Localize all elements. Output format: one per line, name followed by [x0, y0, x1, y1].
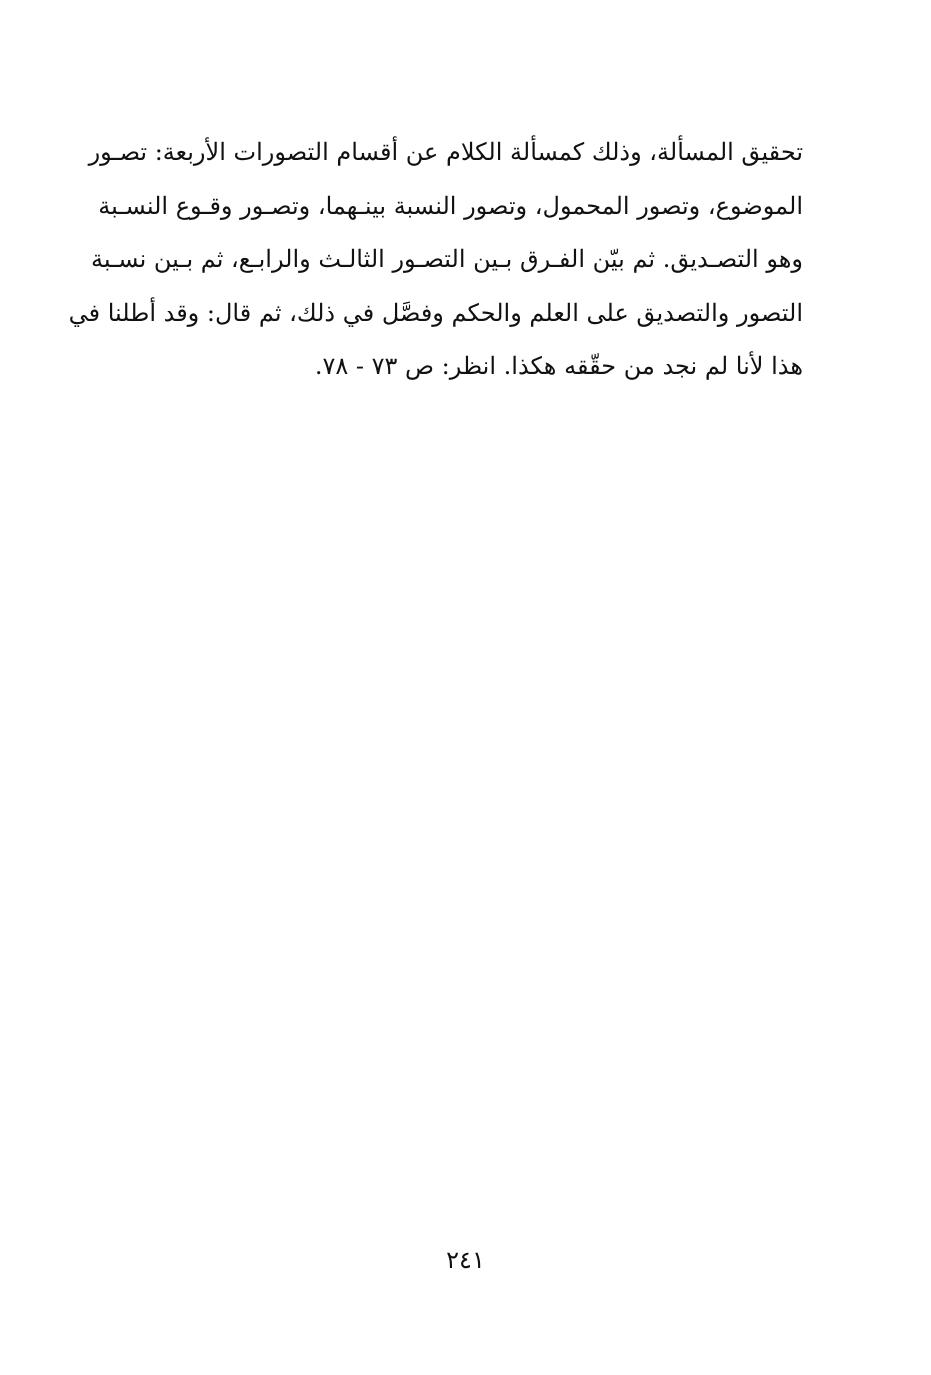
text-line-2: الموضوع، وتصور المحمول، وتصور النسبة بينـهما، وتصـور وقـوع النسـبة — [98, 191, 803, 220]
page-number: ٢٤١ — [446, 1246, 485, 1274]
text-line-5: هذا لأنا لم نجد من حقّقه هكذا. انظر: ص ٧٣ - ٧٨. — [314, 352, 803, 380]
text-line-3: وهو التصـديق. ثم بيّن الفـرق بـين التصـور الثالـث والرابـع، ثم بـين نسـبة — [91, 245, 803, 273]
text-line-4: التصور والتصديق على العلم والحكم وفصَّل في ذلك، ثم قال: وقد أطلنا في — [68, 298, 803, 327]
text-line-1: تحقيق المسألة، وذلك كمسألة الكلام عن أقسام التصورات الأربعة: تصـور — [88, 138, 803, 166]
body-text — [68, 126, 803, 394]
